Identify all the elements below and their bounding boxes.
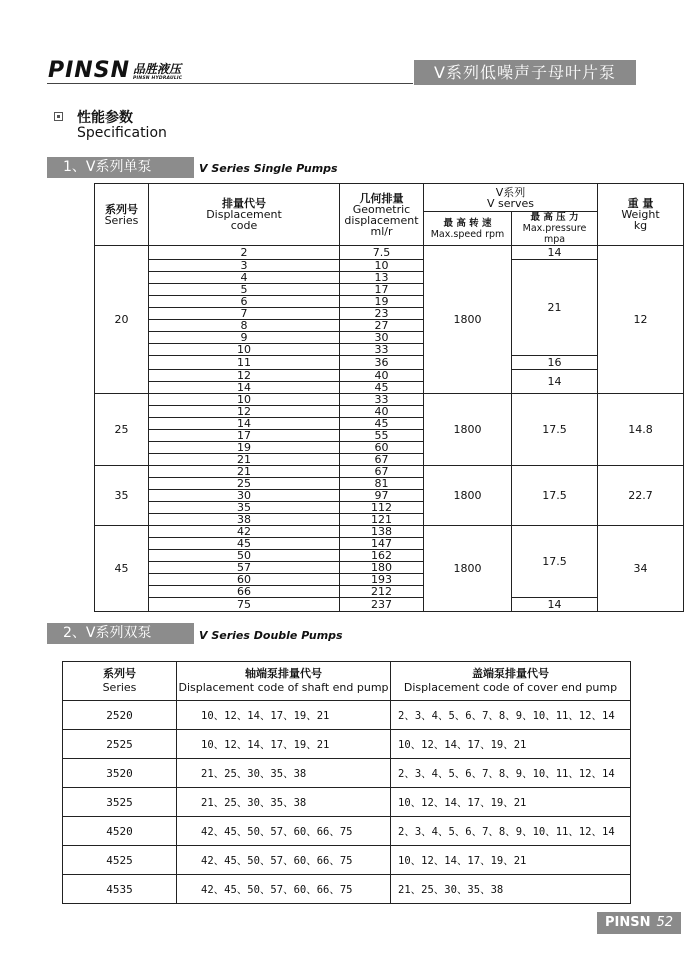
cell-shaft-codes: 21、25、30、35、38	[177, 759, 391, 788]
cell-series: 25	[95, 394, 149, 466]
cell-code: 17	[149, 430, 340, 442]
cell-displacement: 193	[340, 574, 424, 586]
double-pumps-banner: 2、V系列双泵	[47, 623, 194, 644]
cell-pressure: 14	[512, 598, 598, 612]
cell-pressure: 21	[512, 260, 598, 356]
single-pumps-banner: 1、V系列单泵	[47, 157, 194, 178]
th-v-series: V系列 V serves	[424, 184, 598, 212]
table-row	[63, 701, 631, 730]
cell-cover-codes: 10、12、14、17、19、21	[391, 730, 631, 759]
cell-pressure: 14	[512, 246, 598, 260]
cell-displacement: 55	[340, 430, 424, 442]
cell-code: 7	[149, 308, 340, 320]
cell-cover-codes: 10、12、14、17、19、21	[391, 846, 631, 875]
cell-series: 20	[95, 246, 149, 394]
single-pumps-subtitle: V Series Single Pumps	[199, 162, 338, 175]
th-series: 系列号 Series	[95, 184, 149, 246]
table-row	[63, 875, 631, 904]
cell-pressure: 17.5	[512, 466, 598, 526]
cell-code: 57	[149, 562, 340, 574]
cell-displacement: 17	[340, 284, 424, 296]
cell-displacement: 40	[340, 406, 424, 418]
single-pumps-table	[94, 183, 684, 612]
cell-cover-codes: 2、3、4、5、6、7、8、9、10、11、12、14	[391, 759, 631, 788]
cell-shaft-codes: 42、45、50、57、60、66、75	[177, 846, 391, 875]
cell-weight: 22.7	[598, 466, 684, 526]
cell-speed: 1800	[424, 246, 512, 394]
cell-code: 14	[149, 382, 340, 394]
section-title-en: Specification	[77, 125, 167, 141]
double-pumps-subtitle: V Series Double Pumps	[199, 629, 343, 642]
table-row	[63, 788, 631, 817]
cell-code: 12	[149, 406, 340, 418]
cell-cover-codes: 2、3、4、5、6、7、8、9、10、11、12、14	[391, 817, 631, 846]
cell-series: 2520	[63, 701, 177, 730]
cell-weight: 34	[598, 526, 684, 612]
th-max-speed: 最 高 转 速 Max.speed rpm	[424, 212, 512, 246]
cell-displacement: 138	[340, 526, 424, 538]
footer-brand: PINSN	[605, 915, 651, 930]
th-displacement-code: 排量代号 Displacement code	[149, 184, 340, 246]
table-row	[63, 730, 631, 759]
cell-displacement: 180	[340, 562, 424, 574]
cell-code: 75	[149, 598, 340, 612]
cell-displacement: 23	[340, 308, 424, 320]
header-rule	[47, 83, 413, 84]
cell-displacement: 212	[340, 586, 424, 598]
cell-code: 5	[149, 284, 340, 296]
cell-shaft-codes: 42、45、50、57、60、66、75	[177, 875, 391, 904]
th2-series: 系列号 Series	[63, 662, 177, 701]
cell-code: 45	[149, 538, 340, 550]
th-geometric-displacement: 几何排量 Geometric displacement ml/r	[340, 184, 424, 246]
cell-displacement: 67	[340, 454, 424, 466]
cell-displacement: 30	[340, 332, 424, 344]
cell-code: 8	[149, 320, 340, 332]
cell-code: 3	[149, 260, 340, 272]
cell-code: 25	[149, 478, 340, 490]
cell-cover-codes: 2、3、4、5、6、7、8、9、10、11、12、14	[391, 701, 631, 730]
cell-cover-codes: 21、25、30、35、38	[391, 875, 631, 904]
double-pumps-table	[62, 661, 631, 904]
cell-code: 50	[149, 550, 340, 562]
cell-displacement: 45	[340, 382, 424, 394]
cell-shaft-codes: 21、25、30、35、38	[177, 788, 391, 817]
cell-series: 35	[95, 466, 149, 526]
cell-displacement: 10	[340, 260, 424, 272]
cell-pressure: 17.5	[512, 394, 598, 466]
th2-cover-end: 盖端泵排量代号 Displacement code of cover end pump	[391, 662, 631, 701]
table-row	[63, 846, 631, 875]
cell-displacement: 97	[340, 490, 424, 502]
cell-series: 3525	[63, 788, 177, 817]
cell-displacement: 27	[340, 320, 424, 332]
cell-displacement: 40	[340, 370, 424, 382]
cell-speed: 1800	[424, 526, 512, 612]
cell-code: 9	[149, 332, 340, 344]
cell-code: 60	[149, 574, 340, 586]
cell-displacement: 36	[340, 356, 424, 370]
cell-cover-codes: 10、12、14、17、19、21	[391, 788, 631, 817]
cell-series: 4535	[63, 875, 177, 904]
cell-displacement: 112	[340, 502, 424, 514]
cell-shaft-codes: 10、12、14、17、19、21	[177, 730, 391, 759]
cell-displacement: 13	[340, 272, 424, 284]
cell-code: 10	[149, 394, 340, 406]
page-title: V系列低噪声子母叶片泵	[414, 60, 636, 85]
th-max-pressure: 最 高 压 力 Max.pressure mpa	[512, 212, 598, 246]
cell-speed: 1800	[424, 466, 512, 526]
cell-code: 6	[149, 296, 340, 308]
cell-speed: 1800	[424, 394, 512, 466]
th2-shaft-end: 轴端泵排量代号 Displacement code of shaft end pump	[177, 662, 391, 701]
cell-code: 35	[149, 502, 340, 514]
cell-displacement: 60	[340, 442, 424, 454]
table-row	[63, 817, 631, 846]
cell-code: 2	[149, 246, 340, 260]
cell-series: 2525	[63, 730, 177, 759]
cell-series: 45	[95, 526, 149, 612]
cell-displacement: 121	[340, 514, 424, 526]
cell-code: 66	[149, 586, 340, 598]
cell-displacement: 67	[340, 466, 424, 478]
cell-code: 4	[149, 272, 340, 284]
cell-displacement: 45	[340, 418, 424, 430]
section-bullet-icon	[54, 112, 63, 121]
th-weight: 重 量 Weight kg	[598, 184, 684, 246]
cell-displacement: 33	[340, 394, 424, 406]
cell-code: 19	[149, 442, 340, 454]
cell-shaft-codes: 10、12、14、17、19、21	[177, 701, 391, 730]
section-title-cn: 性能参数	[77, 110, 133, 126]
page-number: 52	[656, 915, 674, 930]
cell-weight: 14.8	[598, 394, 684, 466]
logo-wordmark: PINSN	[48, 58, 130, 83]
cell-pressure: 17.5	[512, 526, 598, 598]
cell-code: 38	[149, 514, 340, 526]
cell-series: 4525	[63, 846, 177, 875]
cell-displacement: 162	[340, 550, 424, 562]
cell-weight: 12	[598, 246, 684, 394]
cell-code: 12	[149, 370, 340, 382]
cell-code: 10	[149, 344, 340, 356]
cell-code: 30	[149, 490, 340, 502]
logo-en: PINSN HYDRAULIC	[132, 76, 183, 81]
cell-displacement: 19	[340, 296, 424, 308]
cell-code: 21	[149, 466, 340, 478]
table-row	[63, 759, 631, 788]
cell-code: 14	[149, 418, 340, 430]
cell-displacement: 147	[340, 538, 424, 550]
logo-cn: 品胜液压	[132, 62, 181, 76]
cell-series: 4520	[63, 817, 177, 846]
page-footer	[597, 912, 681, 934]
cell-code: 11	[149, 356, 340, 370]
cell-displacement: 7.5	[340, 246, 424, 260]
cell-shaft-codes: 42、45、50、57、60、66、75	[177, 817, 391, 846]
brand-logo	[48, 60, 182, 82]
cell-displacement: 81	[340, 478, 424, 490]
cell-pressure: 16	[512, 356, 598, 370]
cell-code: 42	[149, 526, 340, 538]
cell-displacement: 33	[340, 344, 424, 356]
cell-code: 21	[149, 454, 340, 466]
cell-displacement: 237	[340, 598, 424, 612]
cell-series: 3520	[63, 759, 177, 788]
cell-pressure: 14	[512, 370, 598, 394]
